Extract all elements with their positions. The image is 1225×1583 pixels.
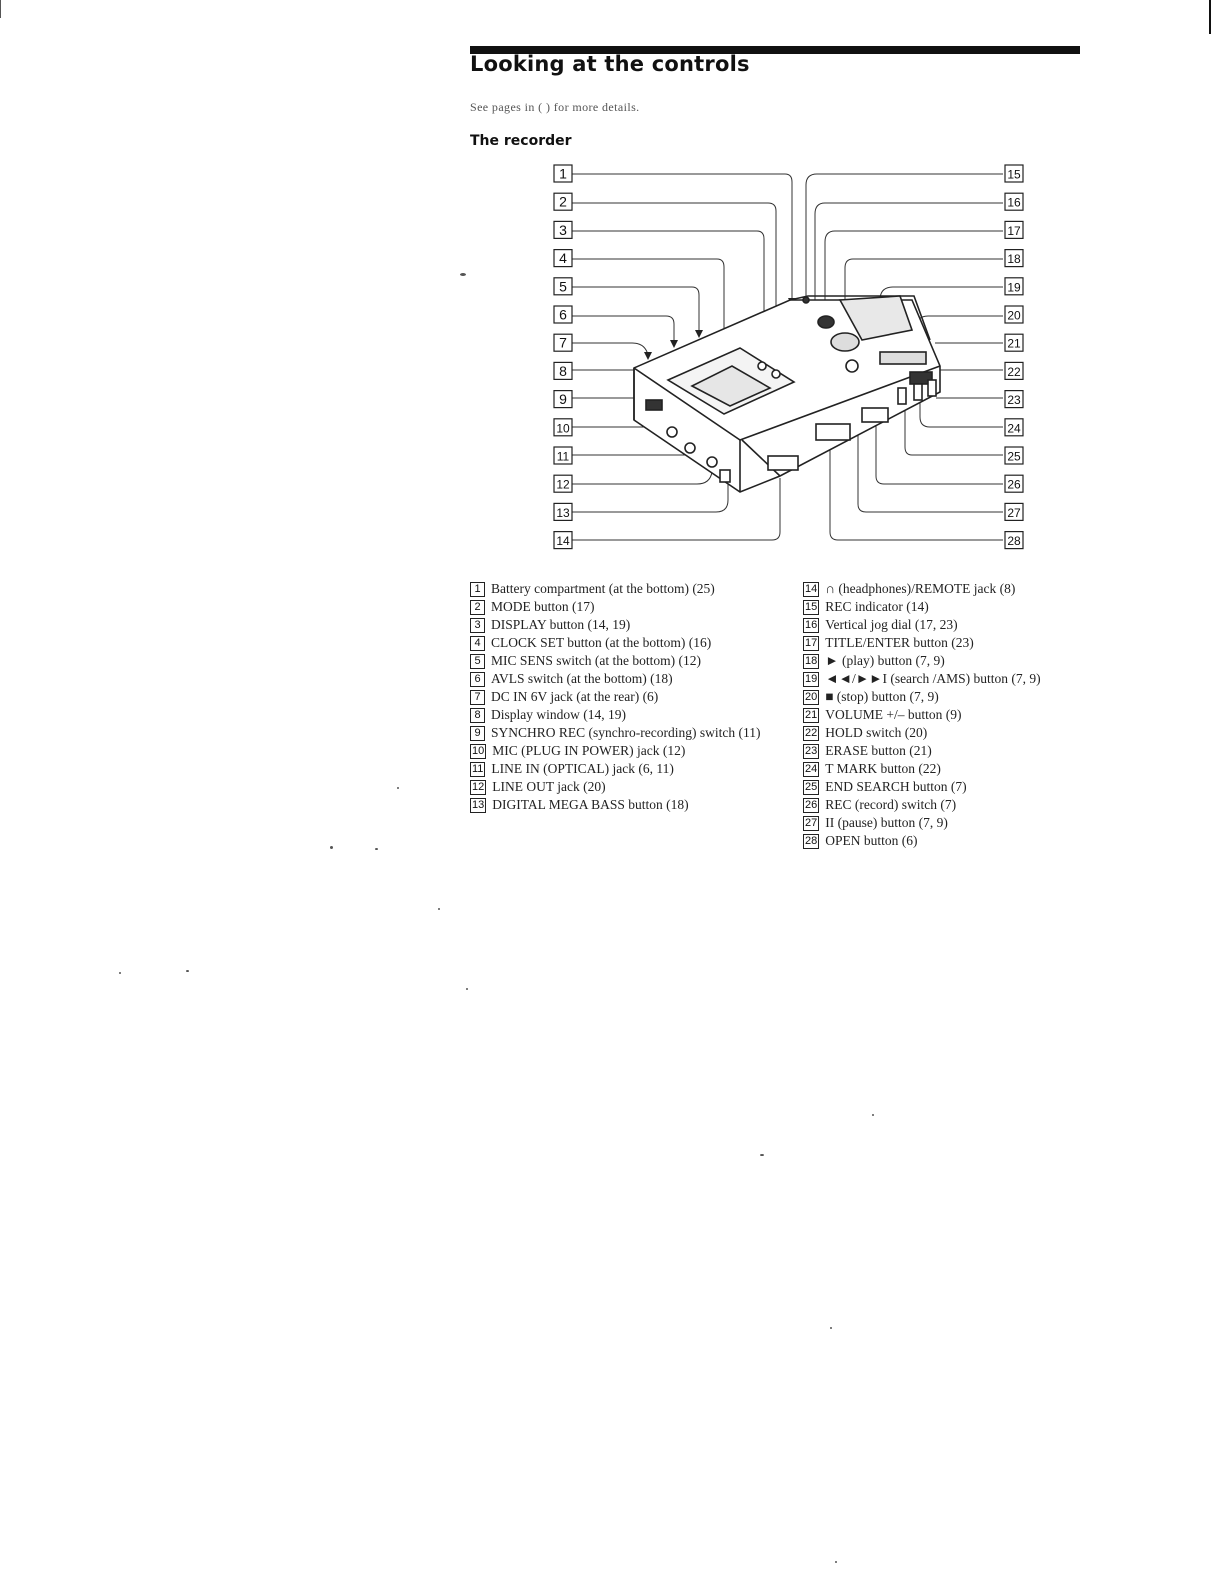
callout-4 bbox=[554, 250, 572, 267]
callout-number: 18 bbox=[1007, 252, 1021, 267]
legend-item-18 bbox=[803, 652, 1093, 670]
callout-20 bbox=[1005, 306, 1023, 323]
callout-2 bbox=[554, 193, 572, 210]
legend-text: OPEN button (6) bbox=[825, 833, 918, 848]
callout-7 bbox=[554, 334, 572, 351]
legend-text: ► (play) button (7, 9) bbox=[825, 653, 945, 668]
legend-number: 25 bbox=[805, 781, 818, 793]
legend-item-3 bbox=[470, 616, 770, 634]
legend-text: ERASE button (21) bbox=[825, 743, 932, 758]
legend-item-5 bbox=[470, 652, 770, 670]
legend-item-26 bbox=[803, 796, 1093, 814]
callout-14 bbox=[554, 532, 572, 549]
legend-item-6 bbox=[470, 670, 770, 688]
callout-17 bbox=[1005, 221, 1023, 238]
callout-number: 17 bbox=[1007, 223, 1021, 238]
legend-number: 10 bbox=[472, 745, 485, 757]
legend-left bbox=[470, 580, 770, 814]
legend-text: Vertical jog dial (17, 23) bbox=[825, 617, 958, 632]
legend-item-7 bbox=[470, 688, 770, 706]
legend-text: MIC (PLUG IN POWER) jack (12) bbox=[492, 743, 686, 758]
callout-number: 23 bbox=[1007, 393, 1021, 408]
section-title: The recorder bbox=[470, 133, 572, 149]
legend-text: AVLS switch (at the bottom) (18) bbox=[491, 671, 673, 686]
legend-item-8 bbox=[470, 706, 770, 724]
callout-24 bbox=[1005, 419, 1023, 436]
legend-number: 8 bbox=[470, 708, 485, 723]
legend-text: END SEARCH button (7) bbox=[825, 779, 967, 794]
page-title: Looking at the controls bbox=[470, 52, 750, 76]
callout-number: 20 bbox=[1007, 308, 1021, 323]
callout-26 bbox=[1005, 475, 1023, 492]
recorder-illustration bbox=[634, 296, 940, 492]
legend-item-14 bbox=[803, 580, 1093, 598]
callout-27 bbox=[1005, 503, 1023, 520]
legend-number: 7 bbox=[470, 690, 485, 705]
legend-item-9 bbox=[470, 724, 770, 742]
callout-number: 7 bbox=[559, 334, 567, 351]
legend-text: REC indicator (14) bbox=[825, 599, 929, 614]
legend-item-21 bbox=[803, 706, 1093, 724]
intro-text: See pages in ( ) for more details. bbox=[470, 100, 640, 114]
legend-item-24 bbox=[803, 760, 1093, 778]
legend-number: 27 bbox=[805, 817, 818, 829]
callout-21 bbox=[1005, 334, 1023, 351]
legend-item-1 bbox=[470, 580, 770, 598]
callout-22 bbox=[1005, 362, 1023, 379]
legend-number: 22 bbox=[805, 727, 818, 739]
callout-3 bbox=[554, 221, 572, 238]
legend-text: SYNCHRO REC (synchro-recording) switch (11) bbox=[491, 725, 761, 740]
callout-number: 13 bbox=[556, 505, 570, 520]
legend-number: 16 bbox=[805, 619, 818, 631]
recorder-diagram bbox=[0, 0, 1225, 580]
callout-number: 1 bbox=[559, 165, 567, 182]
callout-10 bbox=[554, 419, 572, 436]
callout-11 bbox=[554, 447, 572, 464]
legend-item-10 bbox=[470, 742, 770, 760]
callout-1 bbox=[554, 165, 572, 182]
legend-text: LINE IN (OPTICAL) jack (6, 11) bbox=[491, 761, 674, 776]
legend-number: 15 bbox=[805, 601, 818, 613]
callout-number: 10 bbox=[556, 421, 570, 436]
legend-item-12 bbox=[470, 778, 770, 796]
legend-number: 17 bbox=[805, 637, 818, 649]
legend-text: VOLUME +/– button (9) bbox=[825, 707, 962, 722]
legend-item-28 bbox=[803, 832, 1093, 850]
legend-number: 11 bbox=[472, 763, 484, 775]
callout-number: 2 bbox=[559, 193, 567, 210]
legend-item-17 bbox=[803, 634, 1093, 652]
callout-13 bbox=[554, 503, 572, 520]
legend-text: ◄◄/►►I (search /AMS) button (7, 9) bbox=[825, 671, 1041, 686]
callout-9 bbox=[554, 391, 572, 408]
legend-item-4 bbox=[470, 634, 770, 652]
legend-number: 21 bbox=[805, 709, 818, 721]
legend-number: 14 bbox=[805, 583, 818, 595]
callout-number: 19 bbox=[1007, 280, 1021, 295]
legend-number: 13 bbox=[472, 799, 485, 811]
legend-number: 6 bbox=[470, 672, 485, 687]
legend-text: REC (record) switch (7) bbox=[825, 797, 957, 812]
callout-5 bbox=[554, 278, 572, 295]
legend-item-19 bbox=[803, 670, 1093, 688]
callout-number: 27 bbox=[1007, 505, 1021, 520]
legend-text: T MARK button (22) bbox=[825, 761, 941, 776]
callout-number: 24 bbox=[1007, 421, 1021, 436]
legend-item-22 bbox=[803, 724, 1093, 742]
callout-number: 4 bbox=[559, 250, 567, 267]
callout-number: 25 bbox=[1007, 449, 1021, 464]
legend-number: 23 bbox=[805, 745, 818, 757]
callout-8 bbox=[554, 362, 572, 379]
legend-number: 26 bbox=[805, 799, 818, 811]
legend-item-13 bbox=[470, 796, 770, 814]
callout-number: 8 bbox=[559, 362, 567, 379]
callout-12 bbox=[554, 475, 572, 492]
legend-number: 5 bbox=[470, 654, 485, 669]
legend-number: 3 bbox=[470, 618, 485, 633]
callout-25 bbox=[1005, 447, 1023, 464]
legend-item-16 bbox=[803, 616, 1093, 634]
legend-text: TITLE/ENTER button (23) bbox=[825, 635, 974, 650]
legend-number: 2 bbox=[470, 600, 485, 615]
legend-text: MODE button (17) bbox=[491, 599, 595, 614]
callout-15 bbox=[1005, 165, 1023, 182]
callout-number: 12 bbox=[556, 477, 570, 492]
callout-number: 16 bbox=[1007, 195, 1021, 210]
callout-number: 21 bbox=[1007, 336, 1021, 351]
legend-item-23 bbox=[803, 742, 1093, 760]
legend-number: 20 bbox=[805, 691, 818, 703]
legend-text: Battery compartment (at the bottom) (25) bbox=[491, 581, 715, 596]
callout-18 bbox=[1005, 250, 1023, 267]
callout-6 bbox=[554, 306, 572, 323]
legend-item-15 bbox=[803, 598, 1093, 616]
callout-number: 11 bbox=[556, 449, 570, 464]
callout-number: 15 bbox=[1007, 167, 1021, 182]
callout-19 bbox=[1005, 278, 1023, 295]
legend-item-27 bbox=[803, 814, 1093, 832]
legend-text: DC IN 6V jack (at the rear) (6) bbox=[491, 689, 659, 704]
legend-text: DIGITAL MEGA BASS button (18) bbox=[492, 797, 689, 812]
legend-item-20 bbox=[803, 688, 1093, 706]
callout-number: 9 bbox=[559, 391, 567, 408]
callout-number: 3 bbox=[559, 221, 567, 238]
callout-23 bbox=[1005, 391, 1023, 408]
legend-text: HOLD switch (20) bbox=[825, 725, 928, 740]
callout-number: 26 bbox=[1007, 477, 1021, 492]
legend-text: ∩ (headphones)/REMOTE jack (8) bbox=[825, 581, 1016, 596]
legend-text: DISPLAY button (14, 19) bbox=[491, 617, 631, 632]
legend-item-2 bbox=[470, 598, 770, 616]
callout-28 bbox=[1005, 532, 1023, 549]
callout-number: 5 bbox=[559, 278, 567, 295]
callout-16 bbox=[1005, 193, 1023, 210]
legend-number: 24 bbox=[805, 763, 818, 775]
legend-item-11 bbox=[470, 760, 770, 778]
legend-right bbox=[803, 580, 1093, 850]
legend-number: 9 bbox=[470, 726, 485, 741]
callout-column-left bbox=[554, 165, 572, 549]
callout-number: 6 bbox=[559, 306, 567, 323]
legend-text: LINE OUT jack (20) bbox=[492, 779, 606, 794]
callout-column-right bbox=[1005, 165, 1023, 549]
legend-number: 28 bbox=[805, 835, 818, 847]
callout-number: 28 bbox=[1007, 534, 1021, 549]
legend-number: 4 bbox=[470, 636, 485, 651]
callout-number: 22 bbox=[1007, 364, 1021, 379]
legend-text: MIC SENS switch (at the bottom) (12) bbox=[491, 653, 701, 668]
legend-number: 1 bbox=[470, 582, 485, 597]
legend-text: CLOCK SET button (at the bottom) (16) bbox=[491, 635, 712, 650]
legend-number: 19 bbox=[805, 673, 818, 685]
legend-item-25 bbox=[803, 778, 1093, 796]
legend-text: ■ (stop) button (7, 9) bbox=[825, 689, 939, 704]
legend-number: 18 bbox=[805, 655, 818, 667]
legend-text: Display window (14, 19) bbox=[491, 707, 626, 722]
callout-number: 14 bbox=[556, 534, 570, 549]
legend-text: II (pause) button (7, 9) bbox=[825, 815, 948, 830]
legend-number: 12 bbox=[472, 781, 485, 793]
